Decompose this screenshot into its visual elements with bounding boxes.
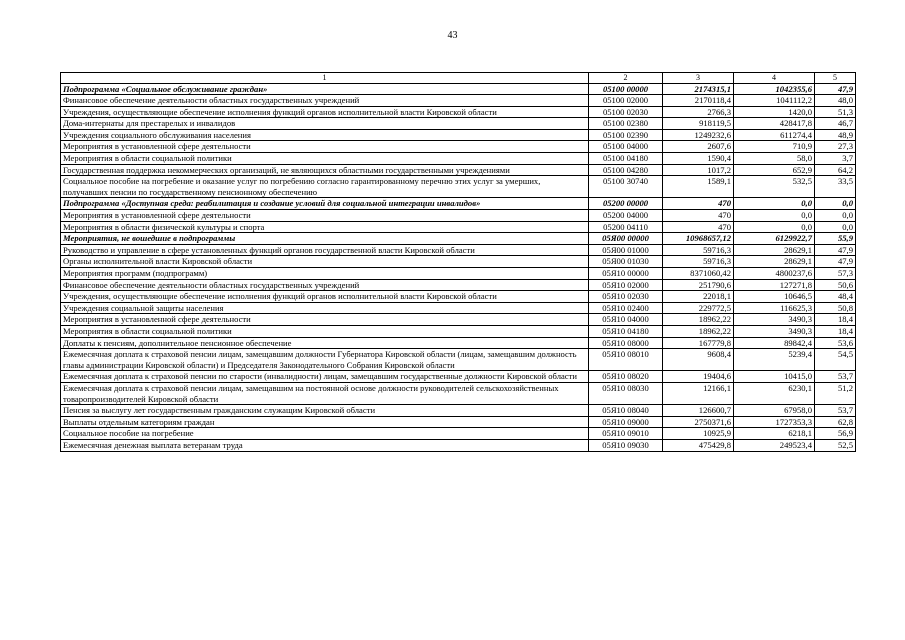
table-row bbox=[61, 176, 856, 198]
row-code-cell: 05Я10 02400 bbox=[589, 302, 663, 314]
row-name-cell: Мероприятия в области физической культуры и спорта bbox=[61, 221, 589, 233]
row-name-cell: Подпрограмма «Доступная среда: реабилитация и создание условий для социальной интеграции инвалидов» bbox=[61, 198, 589, 210]
header-col-3: 3 bbox=[663, 73, 734, 84]
row-value-3-cell: 18962,22 bbox=[663, 314, 734, 326]
row-value-5-cell: 48,9 bbox=[815, 129, 856, 141]
row-value-3-cell: 1590,4 bbox=[663, 153, 734, 165]
row-value-5-cell: 53,6 bbox=[815, 337, 856, 349]
row-value-4-cell: 127271,8 bbox=[734, 279, 815, 291]
row-code-cell: 05100 30740 bbox=[589, 176, 663, 198]
row-value-4-cell: 3490,3 bbox=[734, 314, 815, 326]
row-value-5-cell: 47,9 bbox=[815, 256, 856, 268]
table-row bbox=[61, 141, 856, 153]
row-value-5-cell: 52,5 bbox=[815, 439, 856, 451]
row-value-4-cell: 28629,1 bbox=[734, 256, 815, 268]
row-value-4-cell: 6230,1 bbox=[734, 382, 815, 404]
row-value-3-cell: 10925,9 bbox=[663, 428, 734, 440]
row-name-cell: Государственная поддержка некоммерческих организаций, не являющихся областными государственными учреждениями bbox=[61, 164, 589, 176]
table-row bbox=[61, 198, 856, 210]
row-value-3-cell: 470 bbox=[663, 221, 734, 233]
row-value-3-cell: 9608,4 bbox=[663, 349, 734, 371]
table-row bbox=[61, 118, 856, 130]
row-value-3-cell: 918119,5 bbox=[663, 118, 734, 130]
row-value-3-cell: 126600,7 bbox=[663, 405, 734, 417]
row-name-cell: Мероприятия в установленной сфере деятельности bbox=[61, 141, 589, 153]
table-row bbox=[61, 405, 856, 417]
row-value-4-cell: 67958,0 bbox=[734, 405, 815, 417]
row-name-cell: Ежемесячная доплата к страховой пенсии лицам, замещавшим должности Губернатора Кировской области (лицам, замещавшим должность главы администрации Кировской области) и Председателя Законодательного Собрания Кировской области bbox=[61, 349, 589, 371]
row-value-3-cell: 22018,1 bbox=[663, 291, 734, 303]
row-name-cell: Мероприятия в установленной сфере деятельности bbox=[61, 210, 589, 222]
row-value-5-cell: 50,6 bbox=[815, 279, 856, 291]
row-name-cell: Ежемесячная денежная выплата ветеранам труда bbox=[61, 439, 589, 451]
table-row bbox=[61, 83, 856, 95]
row-name-cell: Учреждения, осуществляющие обеспечение исполнения функций органов исполнительной власти Кировской области bbox=[61, 291, 589, 303]
table-row bbox=[61, 279, 856, 291]
table-row bbox=[61, 164, 856, 176]
row-value-4-cell: 428417,8 bbox=[734, 118, 815, 130]
row-value-5-cell: 0,0 bbox=[815, 210, 856, 222]
row-code-cell: 05100 00000 bbox=[589, 83, 663, 95]
row-code-cell: 05200 04110 bbox=[589, 221, 663, 233]
row-value-4-cell: 6129922,7 bbox=[734, 233, 815, 245]
row-value-4-cell: 10646,5 bbox=[734, 291, 815, 303]
row-code-cell: 05Я10 08000 bbox=[589, 337, 663, 349]
row-value-4-cell: 28629,1 bbox=[734, 244, 815, 256]
row-code-cell: 05100 04000 bbox=[589, 141, 663, 153]
row-name-cell: Органы исполнительной власти Кировской области bbox=[61, 256, 589, 268]
row-value-4-cell: 1420,0 bbox=[734, 106, 815, 118]
row-value-3-cell: 59716,3 bbox=[663, 256, 734, 268]
table-row bbox=[61, 233, 856, 245]
row-code-cell: 05Я10 02030 bbox=[589, 291, 663, 303]
row-value-3-cell: 19404,6 bbox=[663, 371, 734, 383]
row-value-5-cell: 47,9 bbox=[815, 83, 856, 95]
row-code-cell: 05Я10 02000 bbox=[589, 279, 663, 291]
row-value-5-cell: 53,7 bbox=[815, 405, 856, 417]
row-value-5-cell: 33,5 bbox=[815, 176, 856, 198]
row-name-cell: Пенсия за выслугу лет государственным гражданским служащим Кировской области bbox=[61, 405, 589, 417]
row-value-4-cell: 89842,4 bbox=[734, 337, 815, 349]
row-name-cell: Мероприятия в области социальной политики bbox=[61, 153, 589, 165]
row-value-4-cell: 1041112,2 bbox=[734, 95, 815, 107]
row-value-5-cell: 51,2 bbox=[815, 382, 856, 404]
table-row bbox=[61, 382, 856, 404]
row-value-3-cell: 2170118,4 bbox=[663, 95, 734, 107]
row-value-5-cell: 51,3 bbox=[815, 106, 856, 118]
row-value-5-cell: 0,0 bbox=[815, 198, 856, 210]
row-value-3-cell: 59716,3 bbox=[663, 244, 734, 256]
row-name-cell: Подпрограмма «Социальное обслуживание граждан» bbox=[61, 83, 589, 95]
row-value-3-cell: 8371060,42 bbox=[663, 268, 734, 280]
row-code-cell: 05Я10 04180 bbox=[589, 325, 663, 337]
row-code-cell: 05Я10 04000 bbox=[589, 314, 663, 326]
row-code-cell: 05100 02030 bbox=[589, 106, 663, 118]
row-value-5-cell: 48,4 bbox=[815, 291, 856, 303]
row-value-5-cell: 46,7 bbox=[815, 118, 856, 130]
row-value-4-cell: 10415,0 bbox=[734, 371, 815, 383]
row-value-5-cell: 62,8 bbox=[815, 416, 856, 428]
row-code-cell: 05Я10 09000 bbox=[589, 416, 663, 428]
row-value-5-cell: 64,2 bbox=[815, 164, 856, 176]
row-value-4-cell: 4800237,6 bbox=[734, 268, 815, 280]
row-value-4-cell: 1727353,3 bbox=[734, 416, 815, 428]
row-value-4-cell: 532,5 bbox=[734, 176, 815, 198]
table-row bbox=[61, 337, 856, 349]
row-value-5-cell: 54,5 bbox=[815, 349, 856, 371]
row-code-cell: 05100 04280 bbox=[589, 164, 663, 176]
row-value-4-cell: 249523,4 bbox=[734, 439, 815, 451]
row-value-5-cell: 56,9 bbox=[815, 428, 856, 440]
row-value-3-cell: 251790,6 bbox=[663, 279, 734, 291]
row-value-5-cell: 18,4 bbox=[815, 325, 856, 337]
table-row bbox=[61, 95, 856, 107]
row-value-4-cell: 611274,4 bbox=[734, 129, 815, 141]
table-row bbox=[61, 291, 856, 303]
table-row bbox=[61, 349, 856, 371]
row-value-4-cell: 6218,1 bbox=[734, 428, 815, 440]
row-code-cell: 05Я10 09010 bbox=[589, 428, 663, 440]
row-code-cell: 05100 02380 bbox=[589, 118, 663, 130]
table-row bbox=[61, 153, 856, 165]
row-name-cell: Выплаты отдельным категориям граждан bbox=[61, 416, 589, 428]
row-value-4-cell: 58,0 bbox=[734, 153, 815, 165]
row-value-3-cell: 167779,8 bbox=[663, 337, 734, 349]
row-code-cell: 05Я10 09030 bbox=[589, 439, 663, 451]
row-value-3-cell: 1249232,6 bbox=[663, 129, 734, 141]
row-code-cell: 05Я10 08020 bbox=[589, 371, 663, 383]
row-value-5-cell: 48,0 bbox=[815, 95, 856, 107]
row-value-3-cell: 229772,5 bbox=[663, 302, 734, 314]
row-value-4-cell: 0,0 bbox=[734, 221, 815, 233]
row-name-cell: Мероприятия в области социальной политики bbox=[61, 325, 589, 337]
row-name-cell: Учреждения, осуществляющие обеспечение исполнения функций органов исполнительной власти Кировской области bbox=[61, 106, 589, 118]
row-code-cell: 05Я10 08040 bbox=[589, 405, 663, 417]
row-code-cell: 05Я00 00000 bbox=[589, 233, 663, 245]
table-row bbox=[61, 221, 856, 233]
row-name-cell: Учреждения социальной защиты населения bbox=[61, 302, 589, 314]
row-value-4-cell: 5239,4 bbox=[734, 349, 815, 371]
row-value-3-cell: 2607,6 bbox=[663, 141, 734, 153]
row-value-3-cell: 18962,22 bbox=[663, 325, 734, 337]
row-code-cell: 05Я10 08010 bbox=[589, 349, 663, 371]
row-name-cell: Мероприятия, не вошедшие в подпрограммы bbox=[61, 233, 589, 245]
table-row bbox=[61, 371, 856, 383]
row-name-cell: Дома-интернаты для престарелых и инвалидов bbox=[61, 118, 589, 130]
table-row bbox=[61, 439, 856, 451]
row-value-3-cell: 1589,1 bbox=[663, 176, 734, 198]
row-value-4-cell: 0,0 bbox=[734, 210, 815, 222]
row-name-cell: Мероприятия в установленной сфере деятельности bbox=[61, 314, 589, 326]
row-value-3-cell: 470 bbox=[663, 210, 734, 222]
row-name-cell: Доплаты к пенсиям, дополнительное пенсионное обеспечение bbox=[61, 337, 589, 349]
row-name-cell: Социальное пособие на погребение bbox=[61, 428, 589, 440]
row-value-4-cell: 710,9 bbox=[734, 141, 815, 153]
header-col-5: 5 bbox=[815, 73, 856, 84]
table-row bbox=[61, 210, 856, 222]
row-code-cell: 05100 04180 bbox=[589, 153, 663, 165]
row-value-3-cell: 12166,1 bbox=[663, 382, 734, 404]
row-code-cell: 05200 04000 bbox=[589, 210, 663, 222]
table-row bbox=[61, 325, 856, 337]
row-code-cell: 05200 00000 bbox=[589, 198, 663, 210]
table-row bbox=[61, 256, 856, 268]
row-value-5-cell: 0,0 bbox=[815, 221, 856, 233]
row-name-cell: Финансовое обеспечение деятельности областных государственных учреждений bbox=[61, 95, 589, 107]
row-value-4-cell: 1042355,6 bbox=[734, 83, 815, 95]
row-value-5-cell: 3,7 bbox=[815, 153, 856, 165]
row-name-cell: Мероприятия программ (подпрограмм) bbox=[61, 268, 589, 280]
row-value-3-cell: 1017,2 bbox=[663, 164, 734, 176]
row-code-cell: 05Я00 01000 bbox=[589, 244, 663, 256]
page-number: 43 bbox=[447, 30, 458, 41]
row-code-cell: 05Я00 01030 bbox=[589, 256, 663, 268]
row-name-cell: Руководство и управление в сфере установленных функций органов государственной власти Кировской области bbox=[61, 244, 589, 256]
budget-table bbox=[60, 72, 856, 452]
row-value-3-cell: 10968657,12 bbox=[663, 233, 734, 245]
row-value-3-cell: 2766,3 bbox=[663, 106, 734, 118]
row-name-cell: Ежемесячная доплата к страховой пенсии по старости (инвалидности) лицам, замещавшим государственные должности Кировской области bbox=[61, 371, 589, 383]
row-value-5-cell: 18,4 bbox=[815, 314, 856, 326]
row-code-cell: 05100 02390 bbox=[589, 129, 663, 141]
row-value-3-cell: 2174315,1 bbox=[663, 83, 734, 95]
table-row bbox=[61, 106, 856, 118]
table-row bbox=[61, 129, 856, 141]
header-col-1: 1 bbox=[61, 73, 589, 84]
row-value-5-cell: 53,7 bbox=[815, 371, 856, 383]
table-row bbox=[61, 416, 856, 428]
row-value-4-cell: 652,9 bbox=[734, 164, 815, 176]
table-row bbox=[61, 268, 856, 280]
row-value-5-cell: 57,3 bbox=[815, 268, 856, 280]
row-name-cell: Социальное пособие на погребение и оказание услуг по погребению согласно гарантированному перечню этих услуг за умерших, получавших пенсии по государственному пенсионному обеспечению bbox=[61, 176, 589, 198]
table-header-row bbox=[61, 73, 856, 84]
header-col-4: 4 bbox=[734, 73, 815, 84]
row-value-5-cell: 50,8 bbox=[815, 302, 856, 314]
row-value-3-cell: 470 bbox=[663, 198, 734, 210]
row-name-cell: Ежемесячная доплата к страховой пенсии лицам, замещавшим на постоянной основе должности руководителей сельскохозяйственных товаропроизводителей Кировской области bbox=[61, 382, 589, 404]
row-value-3-cell: 2750371,6 bbox=[663, 416, 734, 428]
table-row bbox=[61, 302, 856, 314]
row-value-3-cell: 475429,8 bbox=[663, 439, 734, 451]
row-code-cell: 05100 02000 bbox=[589, 95, 663, 107]
row-value-4-cell: 116625,3 bbox=[734, 302, 815, 314]
row-name-cell: Финансовое обеспечение деятельности областных государственных учреждений bbox=[61, 279, 589, 291]
row-code-cell: 05Я10 08030 bbox=[589, 382, 663, 404]
row-value-5-cell: 47,9 bbox=[815, 244, 856, 256]
row-name-cell: Учреждения социального обслуживания населения bbox=[61, 129, 589, 141]
table-row bbox=[61, 244, 856, 256]
table-row bbox=[61, 428, 856, 440]
row-code-cell: 05Я10 00000 bbox=[589, 268, 663, 280]
row-value-5-cell: 27,3 bbox=[815, 141, 856, 153]
row-value-4-cell: 0,0 bbox=[734, 198, 815, 210]
row-value-4-cell: 3490,3 bbox=[734, 325, 815, 337]
row-value-5-cell: 55,9 bbox=[815, 233, 856, 245]
header-col-2: 2 bbox=[589, 73, 663, 84]
table-row bbox=[61, 314, 856, 326]
